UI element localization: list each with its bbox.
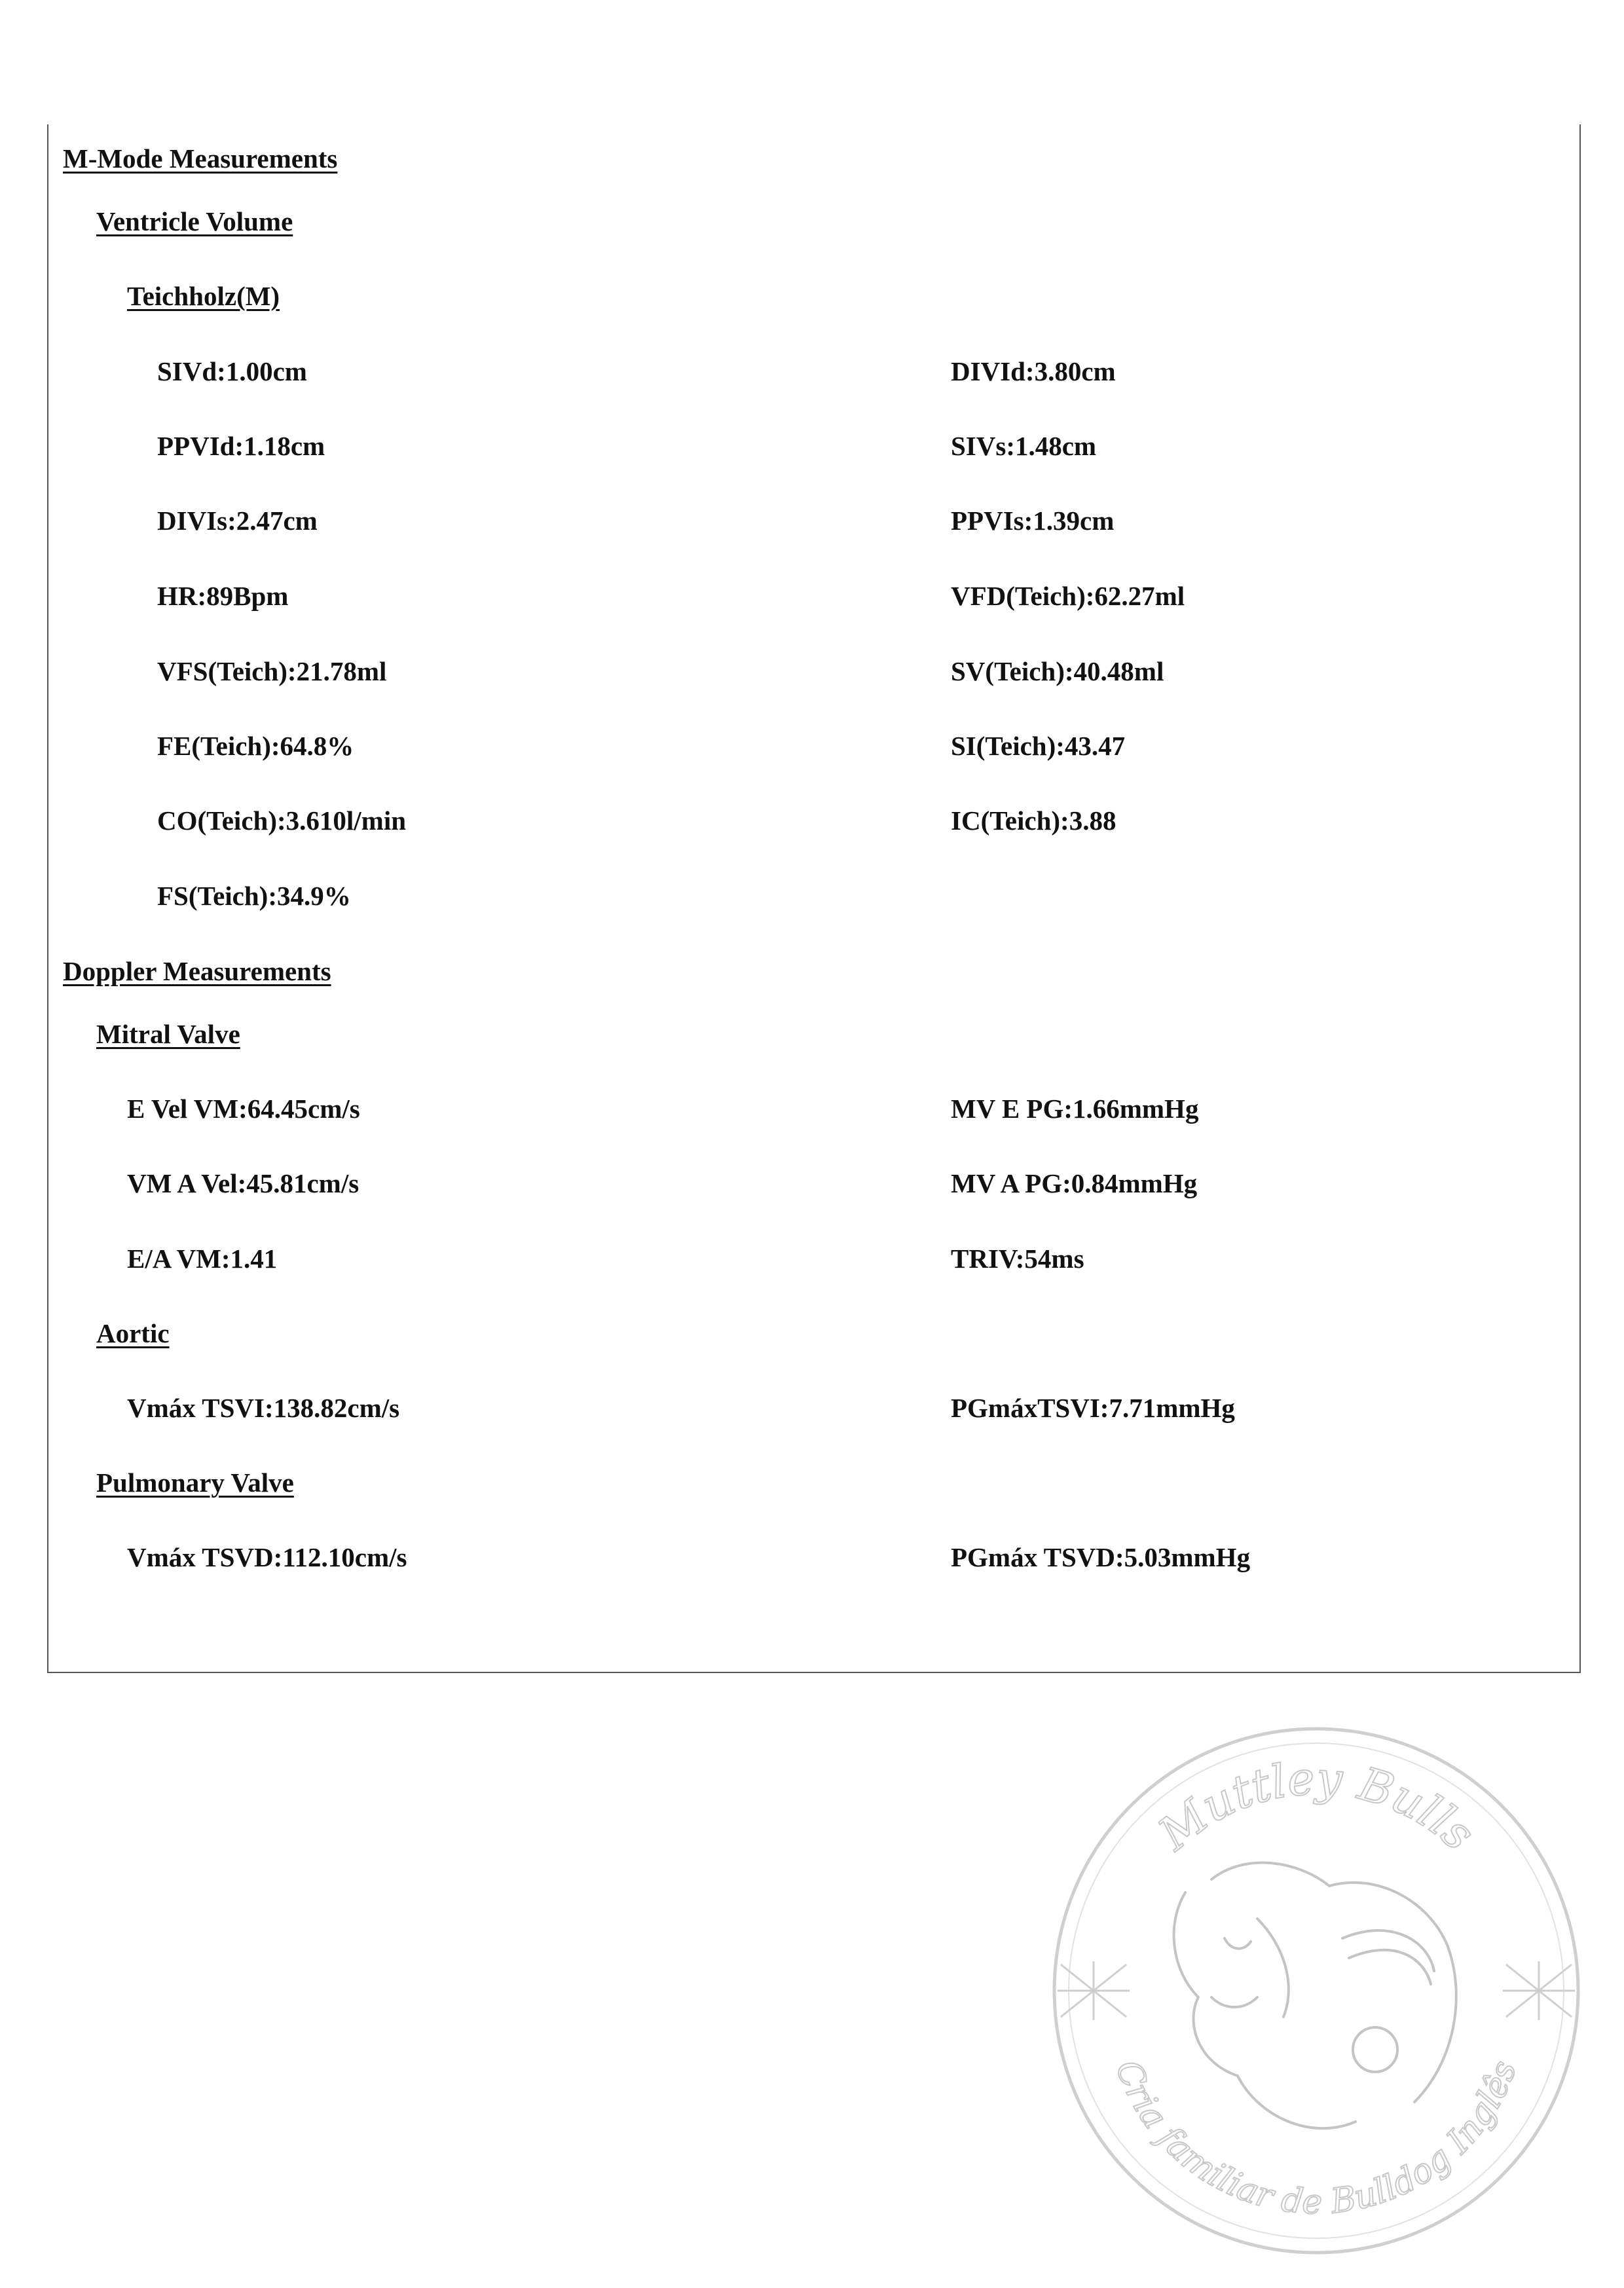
measurement-ppvid: PPVId:1.18cm [157, 431, 325, 461]
measurement-fe: FE(Teich):64.8% [157, 731, 354, 761]
measurement-vm-a-vel: VM A Vel:45.81cm/s [127, 1168, 360, 1198]
measurement-sivs: SIVs:1.48cm [951, 431, 1097, 461]
measurement-co: CO(Teich):3.610l/min [157, 805, 407, 836]
bulldog-figure-icon [1174, 1863, 1456, 2129]
measurement-vmax-tsvi: Vmáx TSVI:138.82cm/s [127, 1393, 400, 1423]
pulmonary-valve-title: Pulmonary Valve [96, 1467, 294, 1498]
measurement-divid: DIVId:3.80cm [951, 356, 1116, 386]
measurement-sv: SV(Teich):40.48ml [951, 656, 1164, 686]
measurement-vfd: VFD(Teich):62.27ml [951, 581, 1185, 611]
measurement-divis: DIVIs:2.47cm [157, 506, 318, 536]
measurement-fs: FS(Teich):34.9% [157, 881, 351, 911]
measurement-si: SI(Teich):43.47 [951, 731, 1126, 761]
stamp-top-text: Muttley Bulls [1149, 1751, 1485, 1861]
measurement-mv-a-pg: MV A PG:0.84mmHg [951, 1168, 1198, 1198]
measurement-hr: HR:89Bpm [157, 581, 289, 611]
bulldog-seal-icon [1048, 1722, 1585, 2259]
stamp-bottom-text: Cria familiar de Bulldog Inglês [1107, 2055, 1525, 2223]
doppler-title: Doppler Measurements [63, 956, 331, 986]
mitral-valve-title: Mitral Valve [96, 1019, 240, 1049]
aortic-title: Aortic [96, 1318, 170, 1348]
svg-text:Muttley Bulls [1148, 1751, 1485, 1861]
measurement-pgmax-tsvi: PGmáxTSVI:7.71mmHg [951, 1393, 1235, 1423]
measurement-e-vel-vm: E Vel VM:64.45cm/s [127, 1094, 360, 1124]
measurement-sivd: SIVd:1.00cm [157, 356, 307, 386]
ventricle-volume-subtitle: Ventricle Volume [96, 206, 293, 236]
flag-marks-icon [1058, 1961, 1575, 2020]
measurement-ic: IC(Teich):3.88 [951, 805, 1116, 836]
measurement-vmax-tsvd: Vmáx TSVD:112.10cm/s [127, 1542, 407, 1572]
measurement-mv-e-pg: MV E PG:1.66mmHg [951, 1094, 1199, 1124]
measurement-triv: TRIV:54ms [951, 1244, 1084, 1274]
teichholz-method-title: Teichholz(M) [127, 281, 280, 311]
measurement-pgmax-tsvd: PGmáx TSVD:5.03mmHg [951, 1542, 1251, 1572]
measurement-e-a-vm: E/A VM:1.41 [127, 1244, 278, 1274]
mmode-title: M-Mode Measurements [63, 143, 338, 174]
measurement-vfs: VFS(Teich):21.78ml [157, 656, 387, 686]
measurement-ppvis: PPVIs:1.39cm [951, 506, 1115, 536]
svg-text:Cria familiar de Bulldog Inglê [1108, 2055, 1524, 2222]
